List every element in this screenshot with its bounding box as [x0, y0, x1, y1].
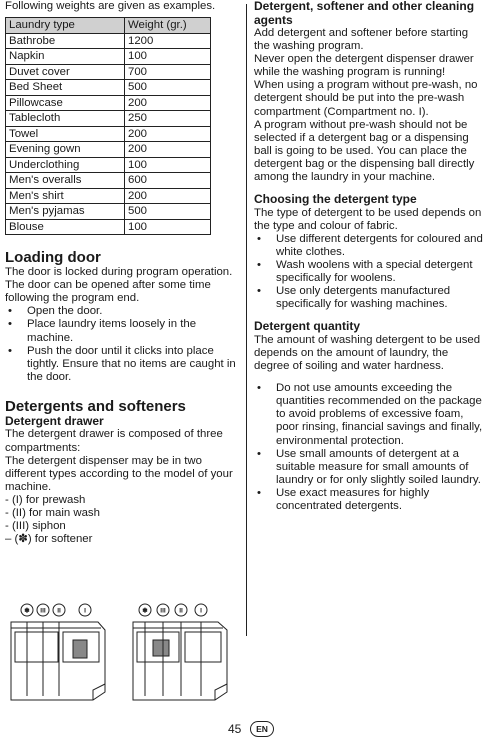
laundry-weight-table [5, 17, 211, 235]
detergent-type-list [254, 233, 486, 312]
compartment-item: - (III) siphon [5, 520, 66, 533]
drawer-label: III [40, 607, 46, 615]
weight-cell: 200 [125, 126, 211, 142]
drawer-label: I [84, 607, 86, 615]
drawer-compartments-text: The detergent drawer is composed of three compartments: [5, 428, 223, 454]
column-divider [246, 4, 247, 636]
laundry-type-cell: Towel [6, 126, 125, 142]
drawer-label: ✽ [142, 607, 148, 615]
table-row [6, 142, 211, 158]
table-row [6, 126, 211, 142]
weight-cell: 100 [125, 49, 211, 65]
drawer-label: II [57, 607, 61, 615]
table-row [6, 173, 211, 189]
list-item: • Open the door. [5, 305, 242, 318]
list-item: • Use only detergents manufactured specifically for washing machines. [254, 285, 486, 311]
drawer-label: I [200, 607, 202, 615]
laundry-type-cell: Tablecloth [6, 111, 125, 127]
laundry-type-cell: Men's overalls [6, 173, 125, 189]
paragraph: Add detergent and softener before starting the washing program. [254, 27, 469, 53]
detergent-softener-heading: Detergent, softener and other cleaning agents [254, 0, 475, 27]
weight-cell: 200 [125, 95, 211, 111]
drawer-label: II [179, 607, 183, 615]
loading-door-text: The door is locked during program operation. The door can be opened after some time following the program end. [5, 266, 233, 305]
table-row [6, 49, 211, 65]
language-badge: EN [250, 721, 274, 737]
table-row [6, 219, 211, 235]
table-row [6, 111, 211, 127]
drawer-type-1-drawing [11, 622, 105, 700]
page-footer [0, 721, 489, 737]
page-number: 45 [228, 722, 242, 736]
detergents-softeners-heading: Detergents and softeners [5, 397, 186, 415]
paragraph: When using a program without pre-wash, no detergent should be put into the pre-wash compartment (Compartment no. I). [254, 79, 478, 118]
list-item: • Use exact measures for highly concentrated detergents. [254, 487, 486, 513]
table-header-weight: Weight (gr.) [125, 18, 211, 34]
table-row [6, 95, 211, 111]
right-column [254, 0, 486, 513]
weight-cell: 250 [125, 111, 211, 127]
laundry-type-cell: Evening gown [6, 142, 125, 158]
laundry-type-cell: Duvet cover [6, 64, 125, 80]
weight-cell: 500 [125, 204, 211, 220]
left-column [5, 0, 242, 546]
paragraph: A program without pre-wash should not be selected if a detergent bag or a dispensing ball is going to be used. You can place the detergent bag or the dispensing ball directly among the laundry in your machine. [254, 118, 475, 184]
table-row [6, 204, 211, 220]
laundry-type-cell: Bed Sheet [6, 80, 125, 96]
paragraph: The amount of washing detergent to be used depends on the amount of laundry, the degree of soiling and water hardness. [254, 333, 481, 373]
laundry-type-cell: Men's shirt [6, 188, 125, 204]
laundry-type-cell: Blouse [6, 219, 125, 235]
laundry-type-cell: Men's pyjamas [6, 204, 125, 220]
compartment-item: – (✽) for softener [5, 533, 93, 546]
dispenser-types-text: The detergent dispenser may be in two different types according to the model of your machine. [5, 454, 233, 493]
drawer-type-2-drawing [133, 622, 227, 700]
loading-door-steps [5, 305, 242, 384]
table-row [6, 157, 211, 173]
compartment-item: - (I) for prewash [5, 493, 86, 506]
drawer-label: III [160, 607, 166, 615]
paragraph: The type of detergent to be used depends on the type and colour of fabric. [254, 206, 482, 232]
laundry-type-cell: Bathrobe [6, 33, 125, 49]
list-item: • Use different detergents for coloured and white clothes. [254, 233, 486, 259]
table-row [6, 80, 211, 96]
detergent-quantity-list [254, 382, 486, 513]
list-item: • Push the door until it clicks into place tightly. Ensure that no items are caught in the door. [5, 345, 242, 384]
table-row [6, 188, 211, 204]
weight-cell: 500 [125, 80, 211, 96]
detergent-drawer-subheading: Detergent drawer [5, 413, 104, 428]
detergent-drawer-illustration [3, 600, 243, 708]
loading-door-heading: Loading door [5, 249, 101, 267]
weight-cell: 100 [125, 219, 211, 235]
detergent-quantity-heading: Detergent quantity [254, 319, 361, 334]
table-row [6, 64, 211, 80]
weight-cell: 1200 [125, 33, 211, 49]
list-item: • Wash woolens with a special detergent specifically for woolens. [254, 259, 486, 285]
weights-intro: Following weights are given as examples. [5, 0, 216, 12]
weight-cell: 600 [125, 173, 211, 189]
laundry-type-cell: Pillowcase [6, 95, 125, 111]
list-item: • Do not use amounts exceeding the quantities recommended on the package to avoid problems of excessive foam, poor rinsing, financial savings and finally, environmental protection. [254, 382, 486, 447]
paragraph: Never open the detergent dispenser drawer while the washing program is running! [254, 53, 474, 79]
table-header-laundry-type: Laundry type [6, 18, 125, 34]
list-item: • Use small amounts of detergent at a suitable measure for small amounts of laundry or for only slightly soiled laundry. [254, 448, 486, 487]
compartment-item: - (II) for main wash [5, 507, 100, 519]
weight-cell: 200 [125, 142, 211, 158]
table-row [6, 33, 211, 49]
weight-cell: 100 [125, 157, 211, 173]
choosing-detergent-heading: Choosing the detergent type [254, 192, 417, 207]
weight-cell: 700 [125, 64, 211, 80]
drawer-label: ✽ [24, 607, 30, 615]
laundry-type-cell: Underclothing [6, 157, 125, 173]
table-header-row [6, 18, 211, 34]
weight-cell: 200 [125, 188, 211, 204]
list-item: • Place laundry items loosely in the machine. [5, 318, 242, 344]
laundry-type-cell: Napkin [6, 49, 125, 65]
